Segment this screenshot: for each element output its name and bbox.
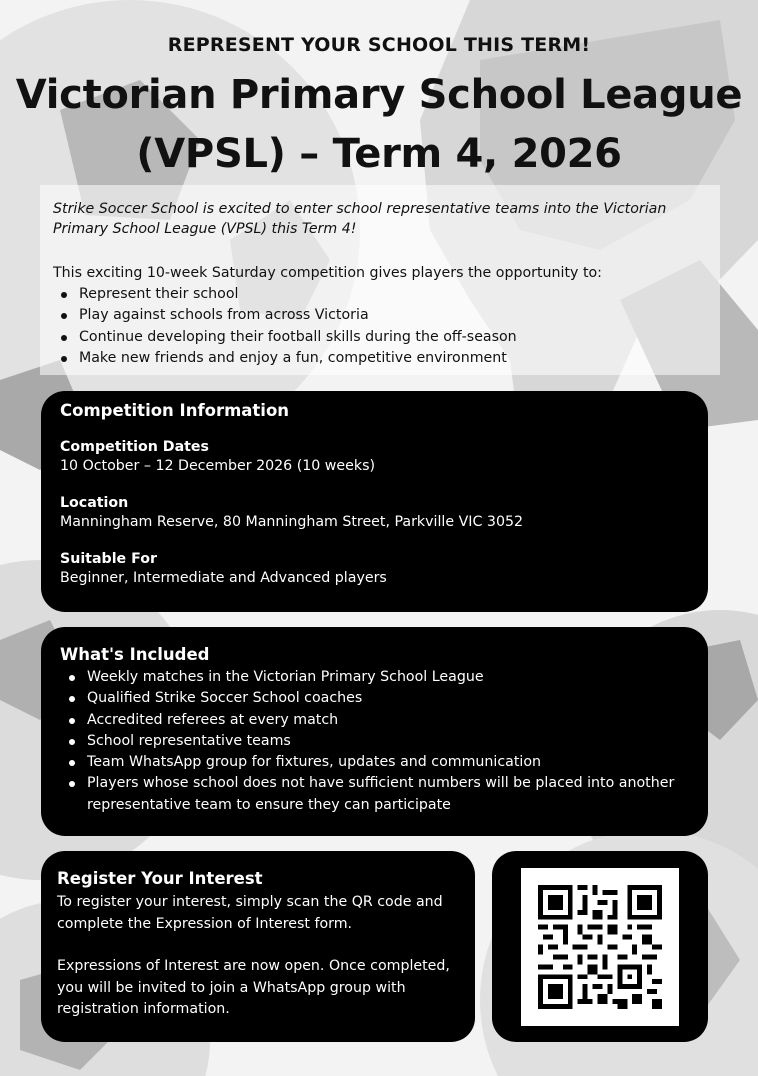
dates-value: 10 October – 12 December 2026 (10 weeks) <box>60 458 376 474</box>
whats-included-card <box>41 627 708 836</box>
list-item: Team WhatsApp group for fixtures, updates and communication <box>60 752 689 773</box>
page-title-line-1: Victorian Primary School League <box>15 72 743 118</box>
competition-info-heading: Competition Information <box>60 401 290 420</box>
intro-text <box>53 199 723 239</box>
qr-code-icon[interactable] <box>538 885 662 1009</box>
list-item: School representative teams <box>60 731 689 752</box>
opportunity-list <box>53 284 713 369</box>
register-paragraph-1: To register your interest, simply scan the QR code and complete the Expression of Interest form. <box>57 894 443 932</box>
list-item: Players whose school does not have sufficient numbers will be placed into another representative team to ensure they can participate <box>60 773 689 816</box>
page-title-line-2: (VPSL) – Term 4, 2026 <box>136 131 622 177</box>
competition-location <box>60 494 689 532</box>
register-interest-card <box>41 851 475 1042</box>
list-item: Weekly matches in the Victorian Primary School League <box>60 667 689 688</box>
competition-dates <box>60 438 689 476</box>
competition-suitable <box>60 550 689 588</box>
dates-label: Competition Dates <box>60 439 209 455</box>
location-value: Manningham Reserve, 80 Manningham Street, Parkville VIC 3052 <box>60 514 524 530</box>
list-item: Qualified Strike Soccer School coaches <box>60 688 689 709</box>
list-item: Represent their school <box>53 284 713 305</box>
intro-line-1: Strike Soccer School is excited to enter school representative teams into the Victorian <box>53 201 667 217</box>
list-item: Play against schools from across Victoria <box>53 305 713 326</box>
qr-code-card <box>492 851 708 1042</box>
suitable-value: Beginner, Intermediate and Advanced players <box>60 570 387 586</box>
page-title <box>0 66 758 184</box>
list-item: Make new friends and enjoy a fun, competitive environment <box>53 348 713 369</box>
register-paragraph-2: Expressions of Interest are now open. Once completed, you will be invited to join a WhatsApp group with registration information. <box>57 958 450 1017</box>
lead-text: This exciting 10-week Saturday competition gives players the opportunity to: <box>53 265 602 281</box>
competition-info-card <box>41 391 708 612</box>
register-heading: Register Your Interest <box>57 869 263 888</box>
whats-included-heading: What's Included <box>60 645 210 664</box>
list-item: Continue developing their football skills during the off-season <box>53 327 713 348</box>
eyebrow-heading: REPRESENT YOUR SCHOOL THIS TERM! <box>167 34 591 56</box>
qr-code-frame[interactable] <box>521 868 679 1026</box>
included-list <box>60 667 689 816</box>
suitable-label: Suitable For <box>60 551 157 567</box>
intro-line-2: Primary School League (VPSL) this Term 4! <box>53 221 357 237</box>
location-label: Location <box>60 495 129 511</box>
list-item: Accredited referees at every match <box>60 710 689 731</box>
